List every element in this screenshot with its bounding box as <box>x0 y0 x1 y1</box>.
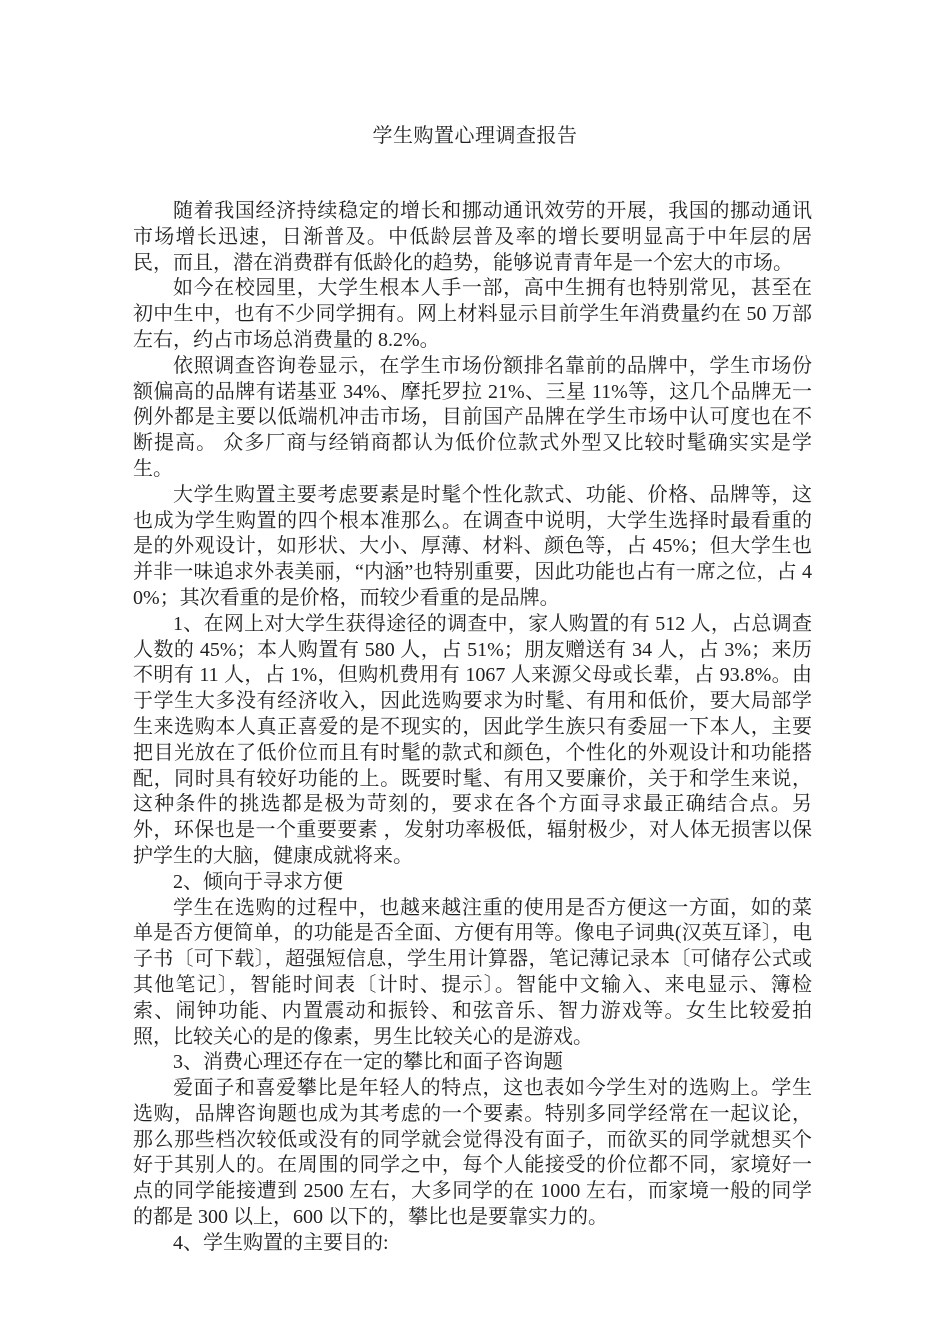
paragraph-brand-share: 依照调查咨询卷显示，在学生市场份额排名靠前的品牌中，学生市场份额偏高的品牌有诺基亚 34%、摩托罗拉 21%、三星 11%等，这几个品牌无一例外都是主要以低端机冲击市场，目前国产品牌在学生市场中认可度也在不断提高。 众多厂商与经销商都认为低价位款式外型又比较时髦确实实是学生。 <box>133 354 812 480</box>
paragraph-point-3-heading: 3、消费心理还存在一定的攀比和面子咨询题 <box>173 1051 563 1074</box>
paragraph-point-4-heading: 4、学生购置的主要目的: <box>173 1231 389 1254</box>
paragraph-point-2-heading: 2、倾向于寻求方便 <box>173 870 343 893</box>
paragraph-purchase-factors: 大学生购置主要考虑要素是时髦个性化款式、功能、价格、品牌等，这也成为学生购置的四个根本准那么。在调查中说明，大学生选择时最看重的是的外观设计，如形状、大小、厚薄、材料、颜色等，占 45%；但大学生也并非一味追求外表美丽，“内涵”也特别重要，因此功能也占有一席之位，占 40%；其次看重的是价格，而较少看重的是品牌。 <box>133 483 812 609</box>
document-body <box>133 199 812 1257</box>
paragraph-point-1-survey: 1、在网上对大学生获得途径的调查中，家人购置的有 512 人，占总调查人数的 45%；本人购置有 580 人，占 51%；朋友赠送有 34 人，占 3%；来历不明有 11 人，占 1%，但购机费用有 1067 人来源父母或长辈，占 93.8%。由于学生大多没有经济收入，因此选购要求为时髦、有用和低价，要大局部学生来选购本人真正喜爱的是不现实的，因此学生族只有委屈一下本人，主要把目光放在了低价位而且有时髦的款式和颜色，个性化的外观设计和功能搭配，同时具有较好功能的上。既要时髦、有用又要廉价，关于和学生来说，这种条件的挑选都是极为苛刻的，要求在各个方面寻求最正确结合点。另外，环保也是一个重要要素 ，发射功率极低，辐射极少，对人体无损害以保护学生的大脑，健康成就将来。 <box>133 612 812 867</box>
paragraph-campus-ownership: 如今在校园里，大学生根本人手一部，高中生拥有也特别常见，甚至在初中生中，也有不少同学拥有。网上材料显示目前学生年消费量约在 50 万部左右，约占市场总消费量的 8.2%。 <box>133 277 812 351</box>
paragraph-intro-market: 随着我国经济持续稳定的增长和挪动通讯效劳的开展，我国的挪动通讯市场增长迅速，日渐普及。中低龄层普及率的增长要明显高于中年层的居民，而且，潜在消费群有低龄化的趋势，能够说青青年是一个宏大的市场。 <box>133 200 812 274</box>
paragraph-point-2-body: 学生在选购的过程中，也越来越注重的使用是否方便这一方面，如的菜单是否方便简单，的功能是否全面、方便有用等。像电子词典(汉英互译〕，电子书〔可下载〕，超强短信息，学生用计算器，笔记薄记录本〔可储存公式或其他笔记〕，智能时间表〔计时、提示〕。智能中文输入、来电显示、簿检索、闹钟功能、内置震动和振铃、和弦音乐、智力游戏等。女生比较爱拍照，比较关心的是的像素，男生比较关心的是游戏。 <box>133 896 812 1048</box>
paragraph-point-3-body: 爱面子和喜爱攀比是年轻人的特点，这也表如今学生对的选购上。学生选购，品牌咨询题也成为其考虑的一个要素。特别多同学经常在一起议论，那么那些档次较低或没有的同学就会觉得没有面子，而欲买的同学就想买个好于其别人的。在周围的同学之中，每个人能接受的价位都不同，家境好一点的同学能接遭到 2500 左右，大多同学的在 1000 左右，而家境一般的同学的都是 300 以上，600 以下的，攀比也是要靠实力的。 <box>133 1077 812 1229</box>
document-title: 学生购置心理调查报告 <box>372 125 578 147</box>
